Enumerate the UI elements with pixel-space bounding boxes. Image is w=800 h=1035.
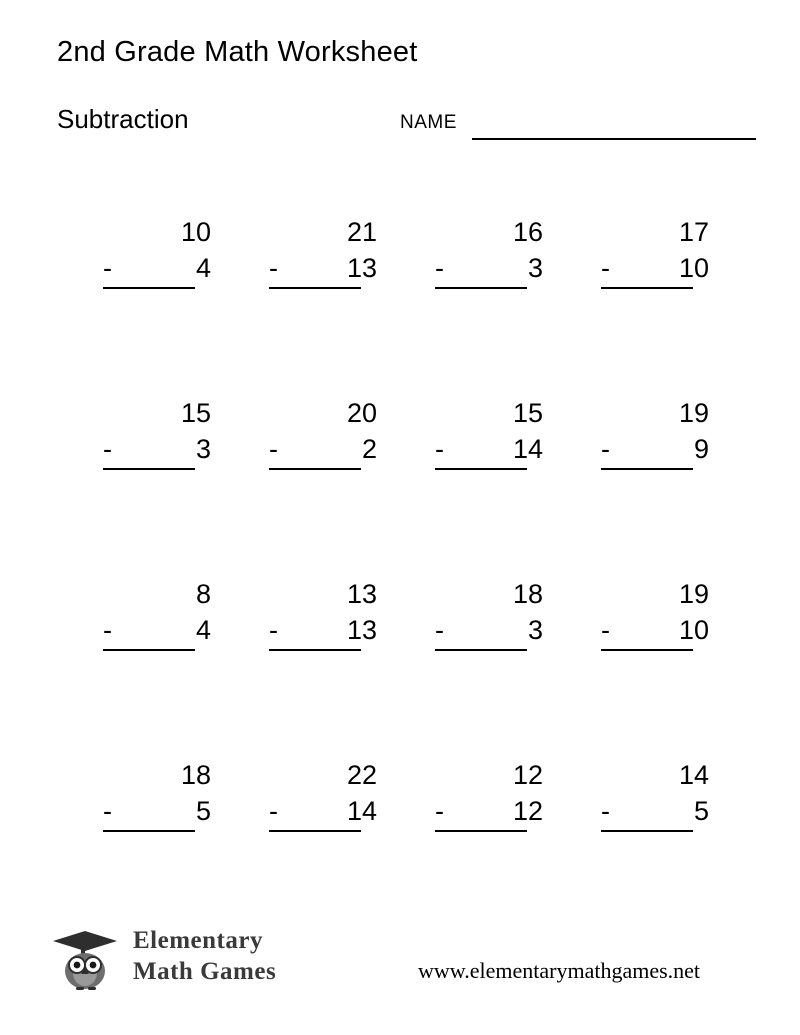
operator-symbol: -	[601, 615, 610, 645]
minuend: 12	[512, 760, 543, 790]
minuend: 18	[180, 760, 211, 790]
answer-rule	[601, 830, 693, 832]
subtrahend: 12	[512, 796, 543, 826]
problem-item	[265, 215, 385, 289]
minuend: 20	[346, 398, 377, 428]
subtrahend: 14	[346, 796, 377, 826]
brand-logo-line1: Elementary	[133, 927, 263, 954]
answer-rule	[601, 649, 693, 651]
problem-row	[57, 215, 757, 396]
answer-rule	[435, 468, 527, 470]
problems-grid	[57, 215, 757, 939]
minuend: 16	[512, 217, 543, 247]
operator-symbol: -	[269, 615, 278, 645]
problem-item	[431, 577, 551, 651]
subtrahend-line	[431, 792, 551, 830]
operator-symbol: -	[601, 796, 610, 826]
answer-rule	[103, 287, 195, 289]
subtrahend-line	[99, 792, 219, 830]
subtrahend-line	[431, 249, 551, 287]
operator-symbol: -	[103, 434, 112, 464]
answer-rule	[269, 830, 361, 832]
subtrahend-line	[431, 611, 551, 649]
subtrahend-line	[597, 611, 717, 649]
minuend: 22	[346, 760, 377, 790]
subtrahend-line	[99, 249, 219, 287]
answer-rule	[269, 649, 361, 651]
answer-rule	[435, 649, 527, 651]
answer-rule	[269, 468, 361, 470]
operator-symbol: -	[435, 615, 444, 645]
subtrahend: 13	[346, 253, 377, 283]
name-input-line[interactable]	[472, 138, 756, 140]
brand-logo-line2: Math Games	[133, 958, 277, 985]
subtrahend-line	[431, 430, 551, 468]
subtrahend: 3	[527, 615, 543, 645]
operator-symbol: -	[103, 796, 112, 826]
minuend: 19	[678, 398, 709, 428]
answer-rule	[601, 287, 693, 289]
problem-item	[431, 215, 551, 289]
problem-item	[265, 396, 385, 470]
subtrahend-line	[597, 792, 717, 830]
subtrahend-line	[265, 249, 385, 287]
subtrahend-line	[597, 430, 717, 468]
answer-rule	[269, 287, 361, 289]
answer-rule	[103, 468, 195, 470]
subtrahend: 10	[678, 615, 709, 645]
minuend: 15	[512, 398, 543, 428]
answer-rule	[103, 649, 195, 651]
problem-item	[99, 577, 219, 651]
name-label: NAME	[400, 112, 457, 133]
subtrahend-line	[265, 611, 385, 649]
problem-item	[431, 758, 551, 832]
minuend: 10	[180, 217, 211, 247]
subtrahend: 5	[693, 796, 709, 826]
minuend: 21	[346, 217, 377, 247]
subtrahend-line	[597, 249, 717, 287]
problem-item	[99, 758, 219, 832]
problem-item	[99, 215, 219, 289]
operator-symbol: -	[435, 434, 444, 464]
subtrahend-line	[99, 430, 219, 468]
page-title: 2nd Grade Math Worksheet	[57, 36, 418, 68]
minuend: 13	[346, 579, 377, 609]
worksheet-subtitle: Subtraction	[57, 104, 189, 134]
minuend: 18	[512, 579, 543, 609]
subtrahend: 4	[195, 615, 211, 645]
problem-item	[265, 758, 385, 832]
problem-item	[597, 577, 717, 651]
subtrahend: 13	[346, 615, 377, 645]
subtrahend: 10	[678, 253, 709, 283]
name-field-row	[400, 112, 756, 144]
subtrahend: 9	[693, 434, 709, 464]
problem-item	[597, 215, 717, 289]
problem-item	[597, 758, 717, 832]
operator-symbol: -	[103, 253, 112, 283]
operator-symbol: -	[269, 796, 278, 826]
minuend: 19	[678, 579, 709, 609]
minuend: 8	[195, 579, 211, 609]
brand-logo-text	[133, 925, 276, 987]
subtrahend: 3	[195, 434, 211, 464]
minuend: 14	[678, 760, 709, 790]
minuend: 17	[678, 217, 709, 247]
subtrahend-line	[265, 792, 385, 830]
answer-rule	[435, 830, 527, 832]
answer-rule	[601, 468, 693, 470]
operator-symbol: -	[269, 253, 278, 283]
subtrahend: 2	[361, 434, 377, 464]
operator-symbol: -	[269, 434, 278, 464]
problem-item	[99, 396, 219, 470]
problem-item	[431, 396, 551, 470]
subtrahend-line	[99, 611, 219, 649]
owl-graduate-icon	[45, 927, 127, 991]
minuend: 15	[180, 398, 211, 428]
website-url[interactable]: www.elementarymathgames.net	[418, 958, 701, 983]
answer-rule	[435, 287, 527, 289]
problem-item	[265, 577, 385, 651]
subtrahend-line	[265, 430, 385, 468]
subtrahend: 14	[512, 434, 543, 464]
answer-rule	[103, 830, 195, 832]
subtrahend: 4	[195, 253, 211, 283]
operator-symbol: -	[601, 434, 610, 464]
operator-symbol: -	[103, 615, 112, 645]
subtrahend: 3	[527, 253, 543, 283]
problem-item	[597, 396, 717, 470]
operator-symbol: -	[601, 253, 610, 283]
operator-symbol: -	[435, 796, 444, 826]
subtrahend: 5	[195, 796, 211, 826]
problem-row	[57, 396, 757, 577]
problem-row	[57, 577, 757, 758]
operator-symbol: -	[435, 253, 444, 283]
brand-logo[interactable]	[45, 925, 325, 995]
problem-row	[57, 758, 757, 939]
